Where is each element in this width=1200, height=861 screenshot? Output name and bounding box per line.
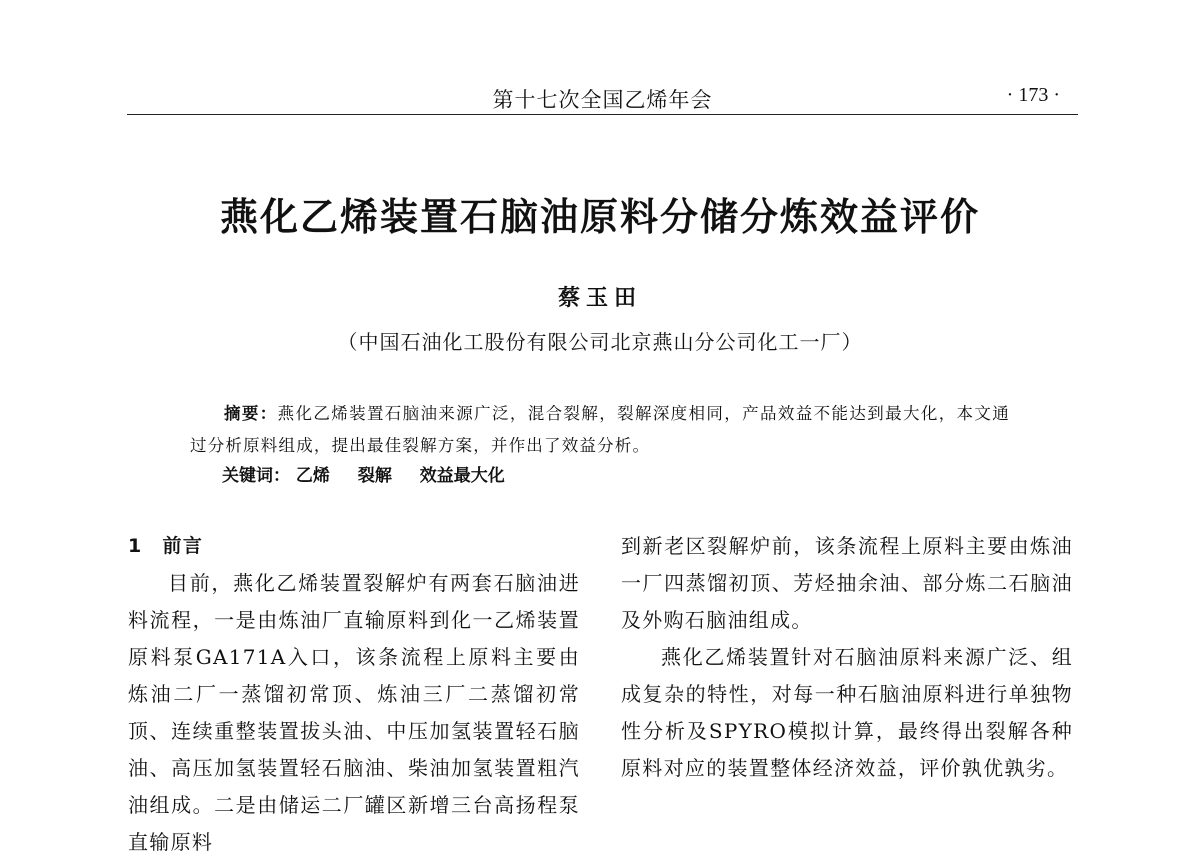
section-heading [128, 528, 580, 565]
body-paragraph: 燕化乙烯装置针对石脑油原料来源广泛、组成复杂的特性，对每一种石脑油原料进行单独物性分析及SPYRO模拟计算，最终得出裂解各种原料对应的装置整体经济效益，评价孰优孰劣。 [621, 645, 1073, 780]
keyword: 乙烯 [295, 466, 330, 486]
page-number: · 173 · [1006, 84, 1060, 106]
keyword: 裂解 [357, 466, 392, 486]
body-paragraph: 目前，燕化乙烯装置裂解炉有两套石脑油进料流程，一是由炼油厂直输原料到化一乙烯装置原料泵GA171A入口，该条流程上原料主要由炼油二厂一蒸馏初常顶、炼油三厂二蒸馏初常顶、连续重整装置拔头油、中压加氢装置轻石脑油、高压加氢装置轻石脑油、柴油加氢装置粗汽油组成。二是由储运二厂罐区新增三台高扬程泵直输原料 [128, 571, 580, 854]
author-affiliation: （中国石油化工股份有限公司北京燕山分公司化工一厂） [337, 330, 863, 354]
author-name: 蔡玉田 [557, 285, 642, 311]
conference-name: 第十七次全国乙烯年会 [492, 88, 713, 112]
body-paragraph: 到新老区裂解炉前，该条流程上原料主要由炼油一厂四蒸馏初顶、芳烃抽余油、部分炼二石脑油及外购石脑油组成。 [621, 534, 1073, 632]
abstract-text: 燕化乙烯装置石脑油来源广泛，混合裂解，裂解深度相同，产品效益不能达到最大化，本文通过分析原料组成，提出最佳裂解方案，并作出了效益分析。 [190, 404, 1010, 455]
keywords-label: 关键词： [222, 466, 290, 486]
body-column-left [128, 528, 580, 861]
section-number: 1 [128, 535, 143, 557]
keyword: 效益最大化 [419, 466, 505, 486]
section-title: 前言 [162, 535, 204, 557]
body-column-right [621, 528, 1073, 787]
keywords [222, 461, 527, 486]
abstract [190, 398, 1010, 462]
paper-title: 燕化乙烯装置石脑油原料分储分炼效益评价 [219, 195, 980, 239]
abstract-label: 摘要： [224, 404, 278, 423]
running-header [127, 78, 1078, 115]
